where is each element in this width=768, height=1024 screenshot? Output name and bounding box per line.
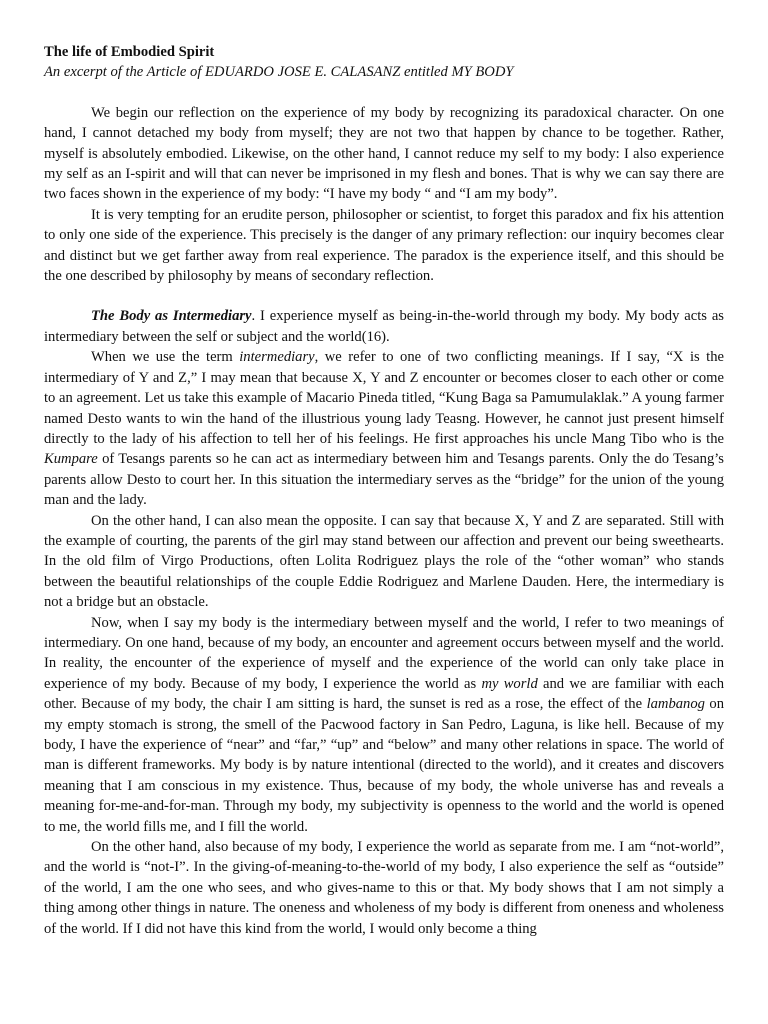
- paragraph-7: On the other hand, also because of my body, I experience the world as separate from me. I am “not-world”, and the world is “not-I”. In the giving-of-meaning-to-the-world of my body, I also experience the self as “outside” of the world, I am the one who sees, and who gives-name to this or that. My body shows that I am not simply a thing among other things in nature. The oneness and wholeness of my body is different from oneness and wholeness of the world. If I did not have this kind from the world, I would only become a thing: [44, 839, 724, 937]
- paragraph-1: We begin our reflection on the experience of my body by recognizing its paradoxical character. On one hand, I cannot detached my body from myself; they are not two that happen by chance to be together. Rather, myself is absolutely embodied. Likewise, on the other hand, I cannot reduce my self to my body: I also experience my self as an I-spirit and will that can never be imprisoned in my flesh and bones. That is why we can say there are two faces shown in the experience of my body: “I have my body “ and “I am my body”.: [44, 104, 724, 203]
- paragraph-3: [44, 306, 724, 347]
- paragraph-5: On the other hand, I can also mean the opposite. I can say that because X, Y and Z are separated. Still with the example of courting, the parents of the girl may stand between our affection and prevent our being sweethearts. In the old film of Virgo Productions, often Lolita Rodriguez plays the role of the “other woman” who stands between the beautiful relationships of the couple Eddie Rodriguez and Marlene Dauden. Here, the intermediary is not a bridge but an obstacle.: [44, 512, 724, 611]
- paragraph-4: [44, 347, 724, 510]
- paragraph-4-emphasis-2: Kumpare: [44, 451, 98, 468]
- paragraph-6-emphasis-2: lambanog: [646, 696, 705, 713]
- paragraph-6-text-c: on my empty stomach is strong, the smell of the Pacwood factory in San Pedro, Laguna, is like hell. Because of my body, I have the experience of “near” and “far,” “up” and “below” and many other relations in space. The world of man is different frameworks. My body is by nature intentional (directed to the world), and it creates and discovers meaning that I am conscious in my existence. Thus, because of my body, the whole universe has and reveals a meaning for-me-and-for-man. Through my body, my subjectivity is openness to the world and the world is opened to me, the world fills me, and I fill the world.: [44, 696, 725, 835]
- paragraph-6-text-b: and we are familiar with each other. Because of my body, the chair I am sitting is hard, the sunset is red as a rose, the effect of the: [44, 675, 724, 713]
- paragraph-4-text-c: of Tesangs parents so he can act as intermediary between him and Tesangs parents. Only the do Tesang’s parents allow Desto to court her. In this situation the intermediary serves as the “bridge” for the union of the young man and the lady.: [44, 451, 724, 509]
- paragraph-6: [44, 613, 724, 837]
- document-subtitle: An excerpt of the Article of EDUARDO JOSE E. CALASANZ entitled MY BODY: [44, 64, 514, 81]
- paragraph-3-text: . I experience myself as being-in-the-world through my body. My body acts as intermediary between the self or subject and the world(16).: [44, 308, 724, 345]
- paragraph-4-text-b: , we refer to one of two conflicting meanings. If I say, “X is the intermediary of Y and Z,” I may mean that because X, Y and Z encounter or becomes closer to each other or come to an agreement. Let us take this example of Macario Pineda titled, “Kung Baga sa Pamumulaklak.” A young farmer named Desto wants to win the hand of the illustrious young lady Teasng. However, he cannot just present himself directly to the lady of his affection to tell her of his feelings. He first approaches his uncle Mang Tibo who is the: [44, 349, 724, 447]
- section-heading: The Body as Intermediary: [91, 308, 252, 325]
- paragraph-6-emphasis-1: my world: [481, 675, 538, 692]
- document-page: [44, 42, 724, 939]
- paragraph-4-emphasis-1: intermediary: [239, 349, 315, 366]
- paragraph-gap: [44, 286, 724, 306]
- document-title: The life of Embodied Spirit: [44, 44, 215, 60]
- paragraph-4-text-a: When we use the term: [91, 349, 240, 366]
- paragraph-6-text-a: Now, when I say my body is the intermediary between myself and the world, I refer to two meanings of intermediary. On one hand, because of my body, an encounter and agreement occurs between myself and the world. In reality, the encounter of the experience of myself and the experience of the world can only take place in experience of my body. Because of my body, I experience the world as: [44, 614, 724, 692]
- paragraph-2: It is very tempting for an erudite person, philosopher or scientist, to forget this paradox and fix his attention to only one side of the experience. This precisely is the danger of any primary reflection: our inquiry becomes clear and distinct but we get farther away from real experience. The paradox is the experience itself, and this should be the one described by philosophy by means of secondary reflection.: [44, 206, 724, 285]
